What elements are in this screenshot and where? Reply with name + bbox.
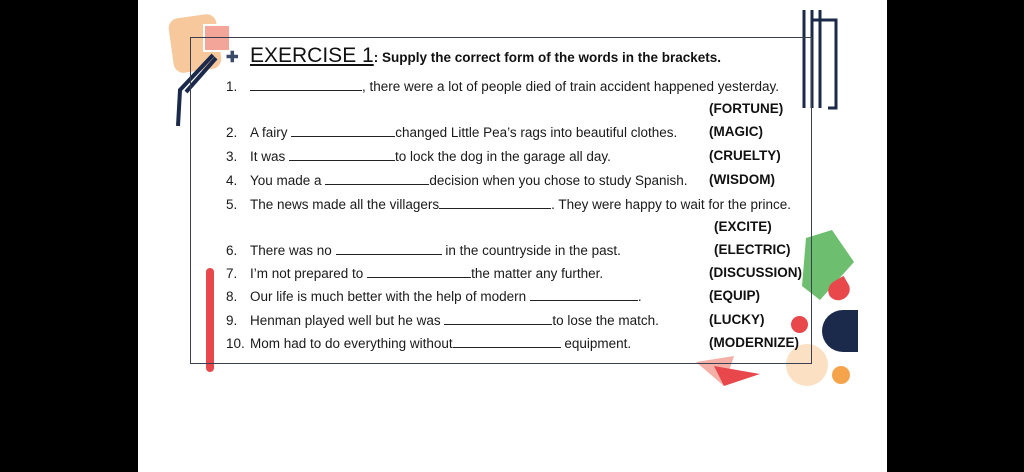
- item-number: 1.: [226, 79, 238, 94]
- plus-icon: ✚: [226, 49, 239, 66]
- answer-blank[interactable]: [250, 78, 362, 91]
- answer-blank[interactable]: [453, 335, 561, 348]
- exercise-title: EXERCISE 1: [250, 44, 374, 67]
- answer-blank[interactable]: [325, 172, 429, 185]
- word-hint: (EXCITE): [714, 219, 772, 234]
- exercise-item: 7. I’m not prepared to the matter any further.: [226, 266, 604, 281]
- exercise-item: 1. , there were a lot of people died of train accident happened yesterday.: [226, 79, 780, 94]
- answer-blank[interactable]: [367, 265, 471, 278]
- exercise-instruction: : Supply the correct form of the words in the brackets.: [373, 50, 722, 65]
- word-hint: (MODERNIZE): [709, 335, 799, 350]
- exercise-header: [226, 44, 721, 68]
- word-hint: (ELECTRIC): [714, 242, 791, 257]
- navy-half-circle-decoration: [822, 310, 858, 352]
- answer-blank[interactable]: [291, 124, 395, 137]
- exercise-item: 2. A fairy changed Little Pea’s rags into beautiful clothes.: [226, 125, 678, 140]
- exercise-item: 3. It was to lock the dog in the garage all day.: [226, 149, 611, 164]
- word-hint: (FORTUNE): [709, 101, 784, 116]
- word-hint: (MAGIC): [709, 124, 763, 139]
- answer-blank[interactable]: [530, 288, 638, 301]
- exercise-item: 10. Mom had to do everything without equipment.: [226, 336, 632, 351]
- answer-blank[interactable]: [289, 148, 395, 161]
- answer-blank[interactable]: [336, 242, 442, 255]
- exercise-item: 4. You made a decision when you chose to study Spanish.: [226, 173, 688, 188]
- exercise-item: 6. There was no in the countryside in the past.: [226, 243, 621, 258]
- exercise-item: 5. The news made all the villagers . They were happy to wait for the prince.: [226, 197, 791, 212]
- word-hint: (DISCUSSION): [709, 265, 803, 280]
- word-hint: (CRUELTY): [709, 148, 781, 163]
- answer-blank[interactable]: [439, 196, 551, 209]
- orange-dot-decoration: [832, 366, 850, 384]
- worksheet-page: [138, 0, 887, 472]
- exercise-item: 9. Henman played well but he was to lose the match.: [226, 313, 659, 328]
- answer-blank[interactable]: [444, 312, 552, 325]
- word-hint: (LUCKY): [709, 312, 765, 327]
- word-hint: (WISDOM): [709, 172, 775, 187]
- word-hint: (EQUIP): [709, 288, 761, 303]
- exercise-item: 8. Our life is much better with the help of modern .: [226, 289, 642, 304]
